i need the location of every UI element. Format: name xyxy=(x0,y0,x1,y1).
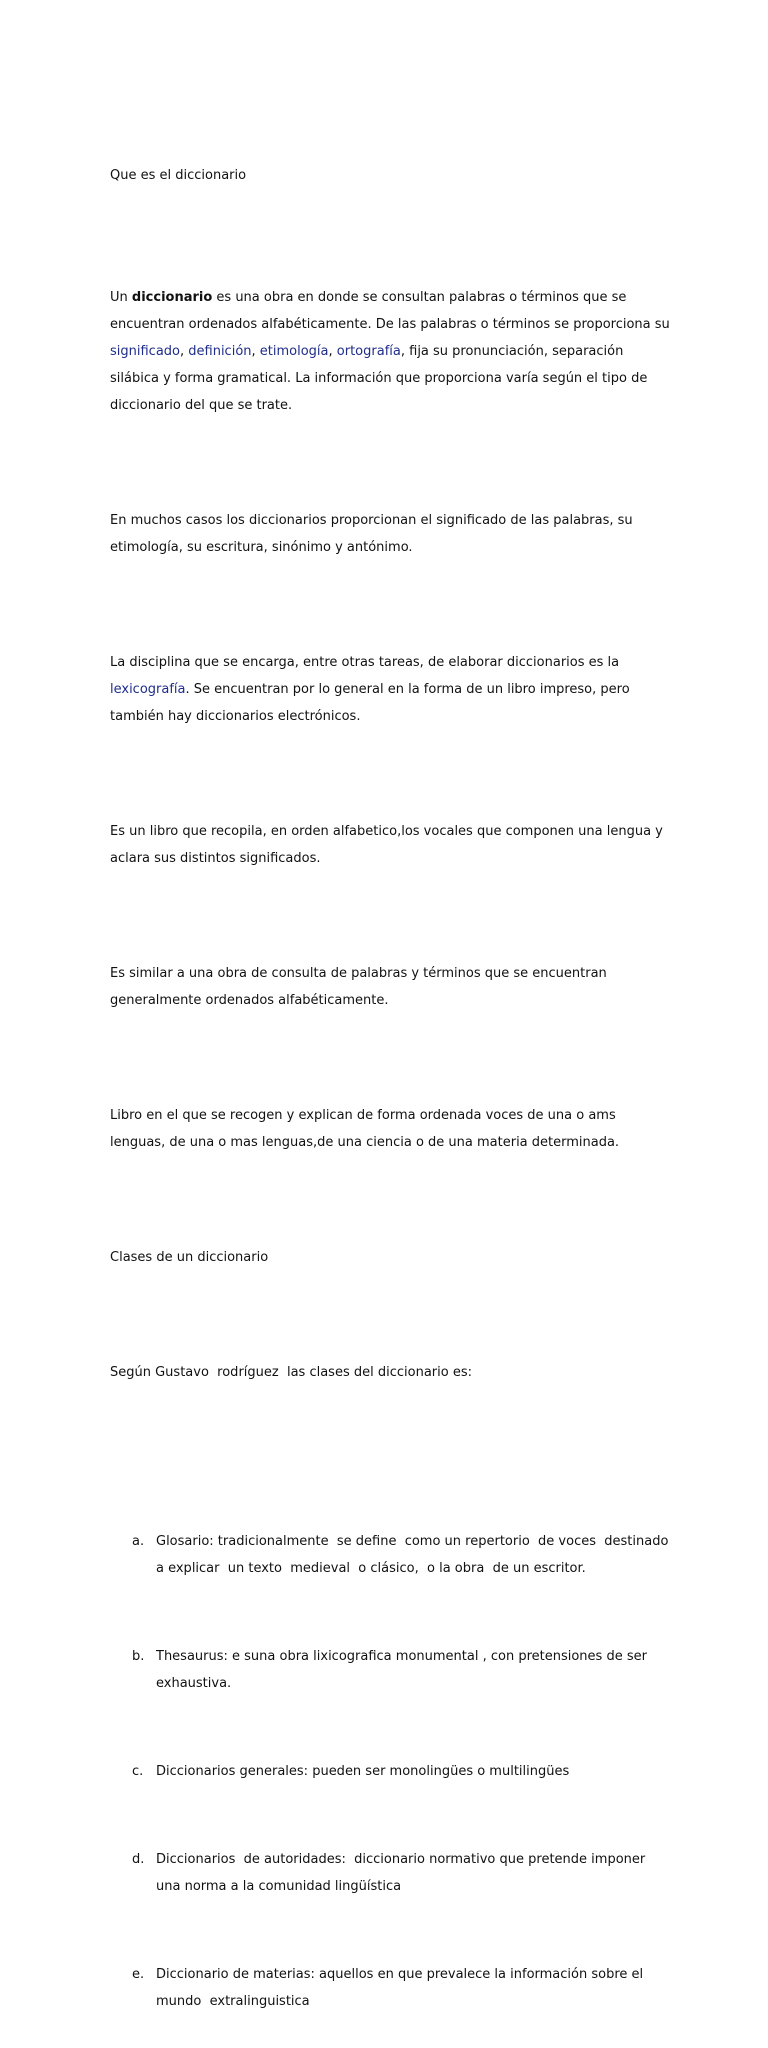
list-item xyxy=(110,1961,670,2015)
page-title: Que es el diccionario xyxy=(110,168,247,183)
paragraph-4: Es un libro que recopila, en orden alfabetico,los vocales que componen una lengua y aclara sus distintos significados. xyxy=(110,824,668,866)
intro-text-1: Un xyxy=(110,290,132,305)
link-lexicografia[interactable]: lexicografía xyxy=(110,682,186,697)
paragraph-3-text-2: . Se encuentran por lo general en la forma de un libro impreso, pero también hay diccionarios electrónicos. xyxy=(110,682,634,724)
paragraph-3 xyxy=(110,649,670,730)
dictionary-types-list xyxy=(110,1474,673,2048)
list-item-text: Diccionarios generales: pueden ser monolingües o multilingües xyxy=(156,1764,570,1779)
paragraph-3-text-1: La disciplina que se encarga, entre otras tareas, de elaborar diccionarios es la xyxy=(110,655,624,670)
list-marker: d. xyxy=(132,1852,145,1867)
list-item-text: Diccionario de materias: aquellos en que prevalece la información sobre el mundo extralinguistica xyxy=(156,1967,648,2009)
list-marker: b. xyxy=(132,1649,145,1664)
link-significado[interactable]: significado xyxy=(110,344,180,359)
list-item xyxy=(110,1758,670,1785)
list-marker: a. xyxy=(132,1534,145,1549)
paragraph-6: Libro en el que se recogen y explican de forma ordenada voces de una o ams lenguas, de una o mas lenguas,de una ciencia o de una materia determinada. xyxy=(110,1108,620,1150)
list-marker: c. xyxy=(132,1764,144,1779)
intro-text-2: es una obra en donde se consultan palabras o términos que se encuentran ordenados alfabéticamente. De las palabras o términos se proporciona su xyxy=(110,290,674,332)
intro-separator-2: , xyxy=(251,344,260,359)
list-item-text: Glosario: tradicionalmente se define como un repertorio de voces destinado a explicar un texto medieval o clásico, o la obra de un escritor. xyxy=(156,1534,673,1576)
section-heading: Clases de un diccionario xyxy=(110,1250,269,1265)
list-item xyxy=(110,1528,673,1582)
intro-text-3: , fija su pronunciación, separación silábica y forma gramatical. La información que proporciona varía según el tipo de diccionario del que se trate. xyxy=(110,344,652,413)
list-marker: e. xyxy=(132,1967,145,1982)
link-definicion[interactable]: definición xyxy=(188,344,252,359)
list-item-text: Thesaurus: e suna obra lixicografica monumental , con pretensiones de ser exhaustiva. xyxy=(156,1649,652,1691)
paragraph-5: Es similar a una obra de consulta de palabras y términos que se encuentran generalmente ordenados alfabéticamente. xyxy=(110,966,611,1008)
document-body xyxy=(110,81,674,2048)
list-item xyxy=(110,1846,670,1900)
link-etimologia[interactable]: etimología xyxy=(259,344,329,359)
link-ortografia[interactable]: ortografía xyxy=(336,344,401,359)
intro-paragraph xyxy=(110,284,674,419)
intro-separator-3: , xyxy=(328,344,337,359)
list-item xyxy=(110,1643,670,1697)
paragraph-7: Según Gustavo rodríguez las clases del diccionario es: xyxy=(110,1365,472,1380)
intro-bold-term: diccionario xyxy=(131,290,213,305)
intro-separator-1: , xyxy=(180,344,189,359)
list-item-text: Diccionarios de autoridades: diccionario normativo que pretende imponer una norma a la comunidad lingüística xyxy=(156,1852,650,1894)
paragraph-2: En muchos casos los diccionarios proporcionan el significado de las palabras, su etimología, su escritura, sinónimo y antónimo. xyxy=(110,513,637,555)
